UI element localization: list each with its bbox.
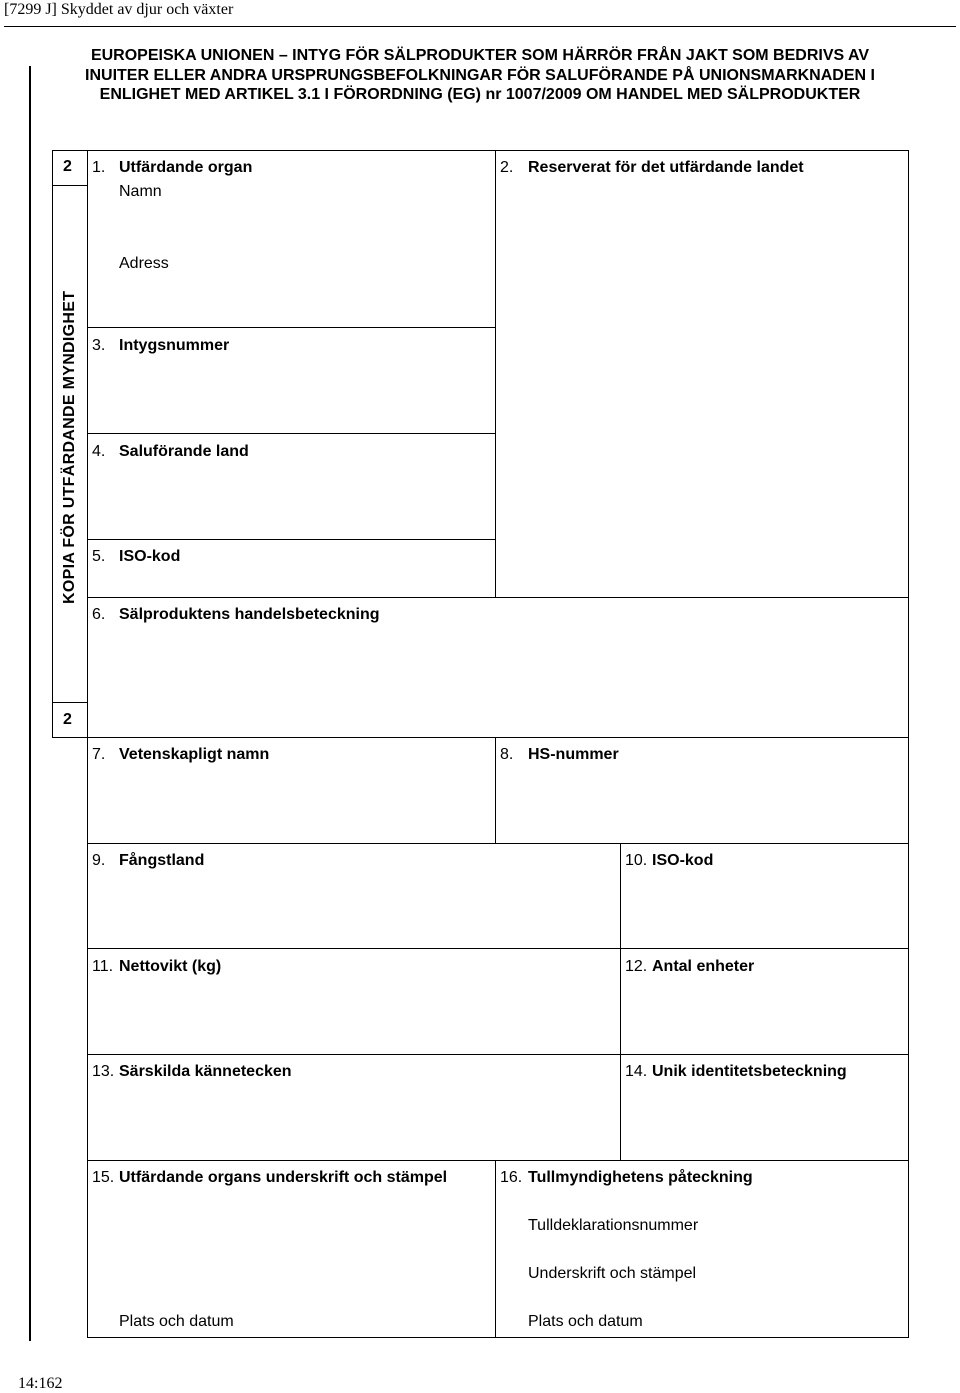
field-3-number: 3. <box>92 337 106 354</box>
field-16-place-date: Plats och datum <box>528 1313 643 1330</box>
grid-line <box>495 150 496 598</box>
field-14-number: 14. <box>625 1063 648 1080</box>
field-4-label: Saluförande land <box>119 443 249 460</box>
field-8-number: 8. <box>500 746 514 763</box>
field-10-label: ISO-kod <box>652 852 714 869</box>
grid-line <box>87 597 909 598</box>
copy-label-vertical: KOPIA FÖR UTFÄRDANDE MYNDIGHET <box>61 290 78 604</box>
grid-line <box>52 150 53 737</box>
field-10-number: 10. <box>625 852 648 869</box>
grid-line <box>87 327 496 328</box>
grid-line <box>87 1160 909 1161</box>
grid-line <box>495 1160 496 1338</box>
field-16-label: Tullmyndighetens påteckning <box>528 1169 753 1186</box>
field-14-label: Unik identitetsbeteckning <box>652 1063 847 1080</box>
field-3-label: Intygsnummer <box>119 337 230 354</box>
field-16-customs-declaration: Tulldeklarationsnummer <box>528 1217 699 1234</box>
field-5-label: ISO-kod <box>119 548 181 565</box>
field-9-label: Fångstland <box>119 852 205 869</box>
grid-line <box>620 843 621 1161</box>
grid-line <box>87 539 496 540</box>
field-15-place-date: Plats och datum <box>119 1313 234 1330</box>
field-13-number: 13. <box>92 1063 115 1080</box>
field-1-name-label: Namn <box>119 183 162 200</box>
field-6-label: Sälproduktens handelsbeteckning <box>119 606 380 623</box>
field-2-number: 2. <box>500 159 514 176</box>
field-7-number: 7. <box>92 746 106 763</box>
field-2-label: Reserverat för det utfärdande landet <box>528 159 804 176</box>
field-6-number: 6. <box>92 606 106 623</box>
grid-line <box>87 433 496 434</box>
field-1-address-label: Adress <box>119 255 169 272</box>
margin-rule <box>29 66 31 1341</box>
field-16-number: 16. <box>500 1169 523 1186</box>
field-1-label: Utfärdande organ <box>119 159 253 176</box>
field-7-label: Vetenskapligt namn <box>119 746 270 763</box>
grid-line <box>52 185 88 186</box>
field-8-label: HS-nummer <box>528 746 619 763</box>
grid-line <box>87 948 909 949</box>
page-number: 14:162 <box>18 1375 63 1392</box>
field-11-label: Nettovikt (kg) <box>119 958 222 975</box>
field-12-number: 12. <box>625 958 648 975</box>
grid-line <box>87 1337 909 1338</box>
grid-line <box>495 737 496 843</box>
field-16-signature: Underskrift och stämpel <box>528 1265 697 1282</box>
field-4-number: 4. <box>92 443 106 460</box>
copy-number-top: 2 <box>63 158 72 175</box>
grid-line <box>52 150 908 151</box>
field-15-number: 15. <box>92 1169 115 1186</box>
field-15-label: Utfärdande organs underskrift och stämpel <box>119 1169 448 1186</box>
copy-number-bottom: 2 <box>63 711 72 728</box>
field-5-number: 5. <box>92 548 106 565</box>
form-title: EUROPEISKA UNIONEN – INTYG FÖR SÄLPRODUKTER SOM HÄRRÖR FRÅN JAKT SOM BEDRIVS AV INUITER ELLER ANDRA URSPRUNGSBEFOLKNINGAR FÖR SALUFÖRANDE PÅ UNIONSMARKNADEN I ENLIGHET MED ARTIKEL 3.1 I FÖRORDNING (EG) nr 1007/2009 OM HANDEL MED SÄLPRODUKTER <box>85 47 875 103</box>
field-11-number: 11. <box>92 958 114 975</box>
grid-line <box>87 843 909 844</box>
grid-line <box>52 737 88 738</box>
grid-line <box>87 737 909 738</box>
field-13-label: Särskilda kännetecken <box>119 1063 292 1080</box>
header-rule <box>4 26 956 27</box>
field-9-number: 9. <box>92 852 106 869</box>
field-12-label: Antal enheter <box>652 958 755 975</box>
grid-line <box>87 1054 909 1055</box>
field-1-number: 1. <box>92 159 106 176</box>
grid-line <box>52 702 88 703</box>
page-header: [7299 J] Skyddet av djur och växter <box>4 1 234 18</box>
